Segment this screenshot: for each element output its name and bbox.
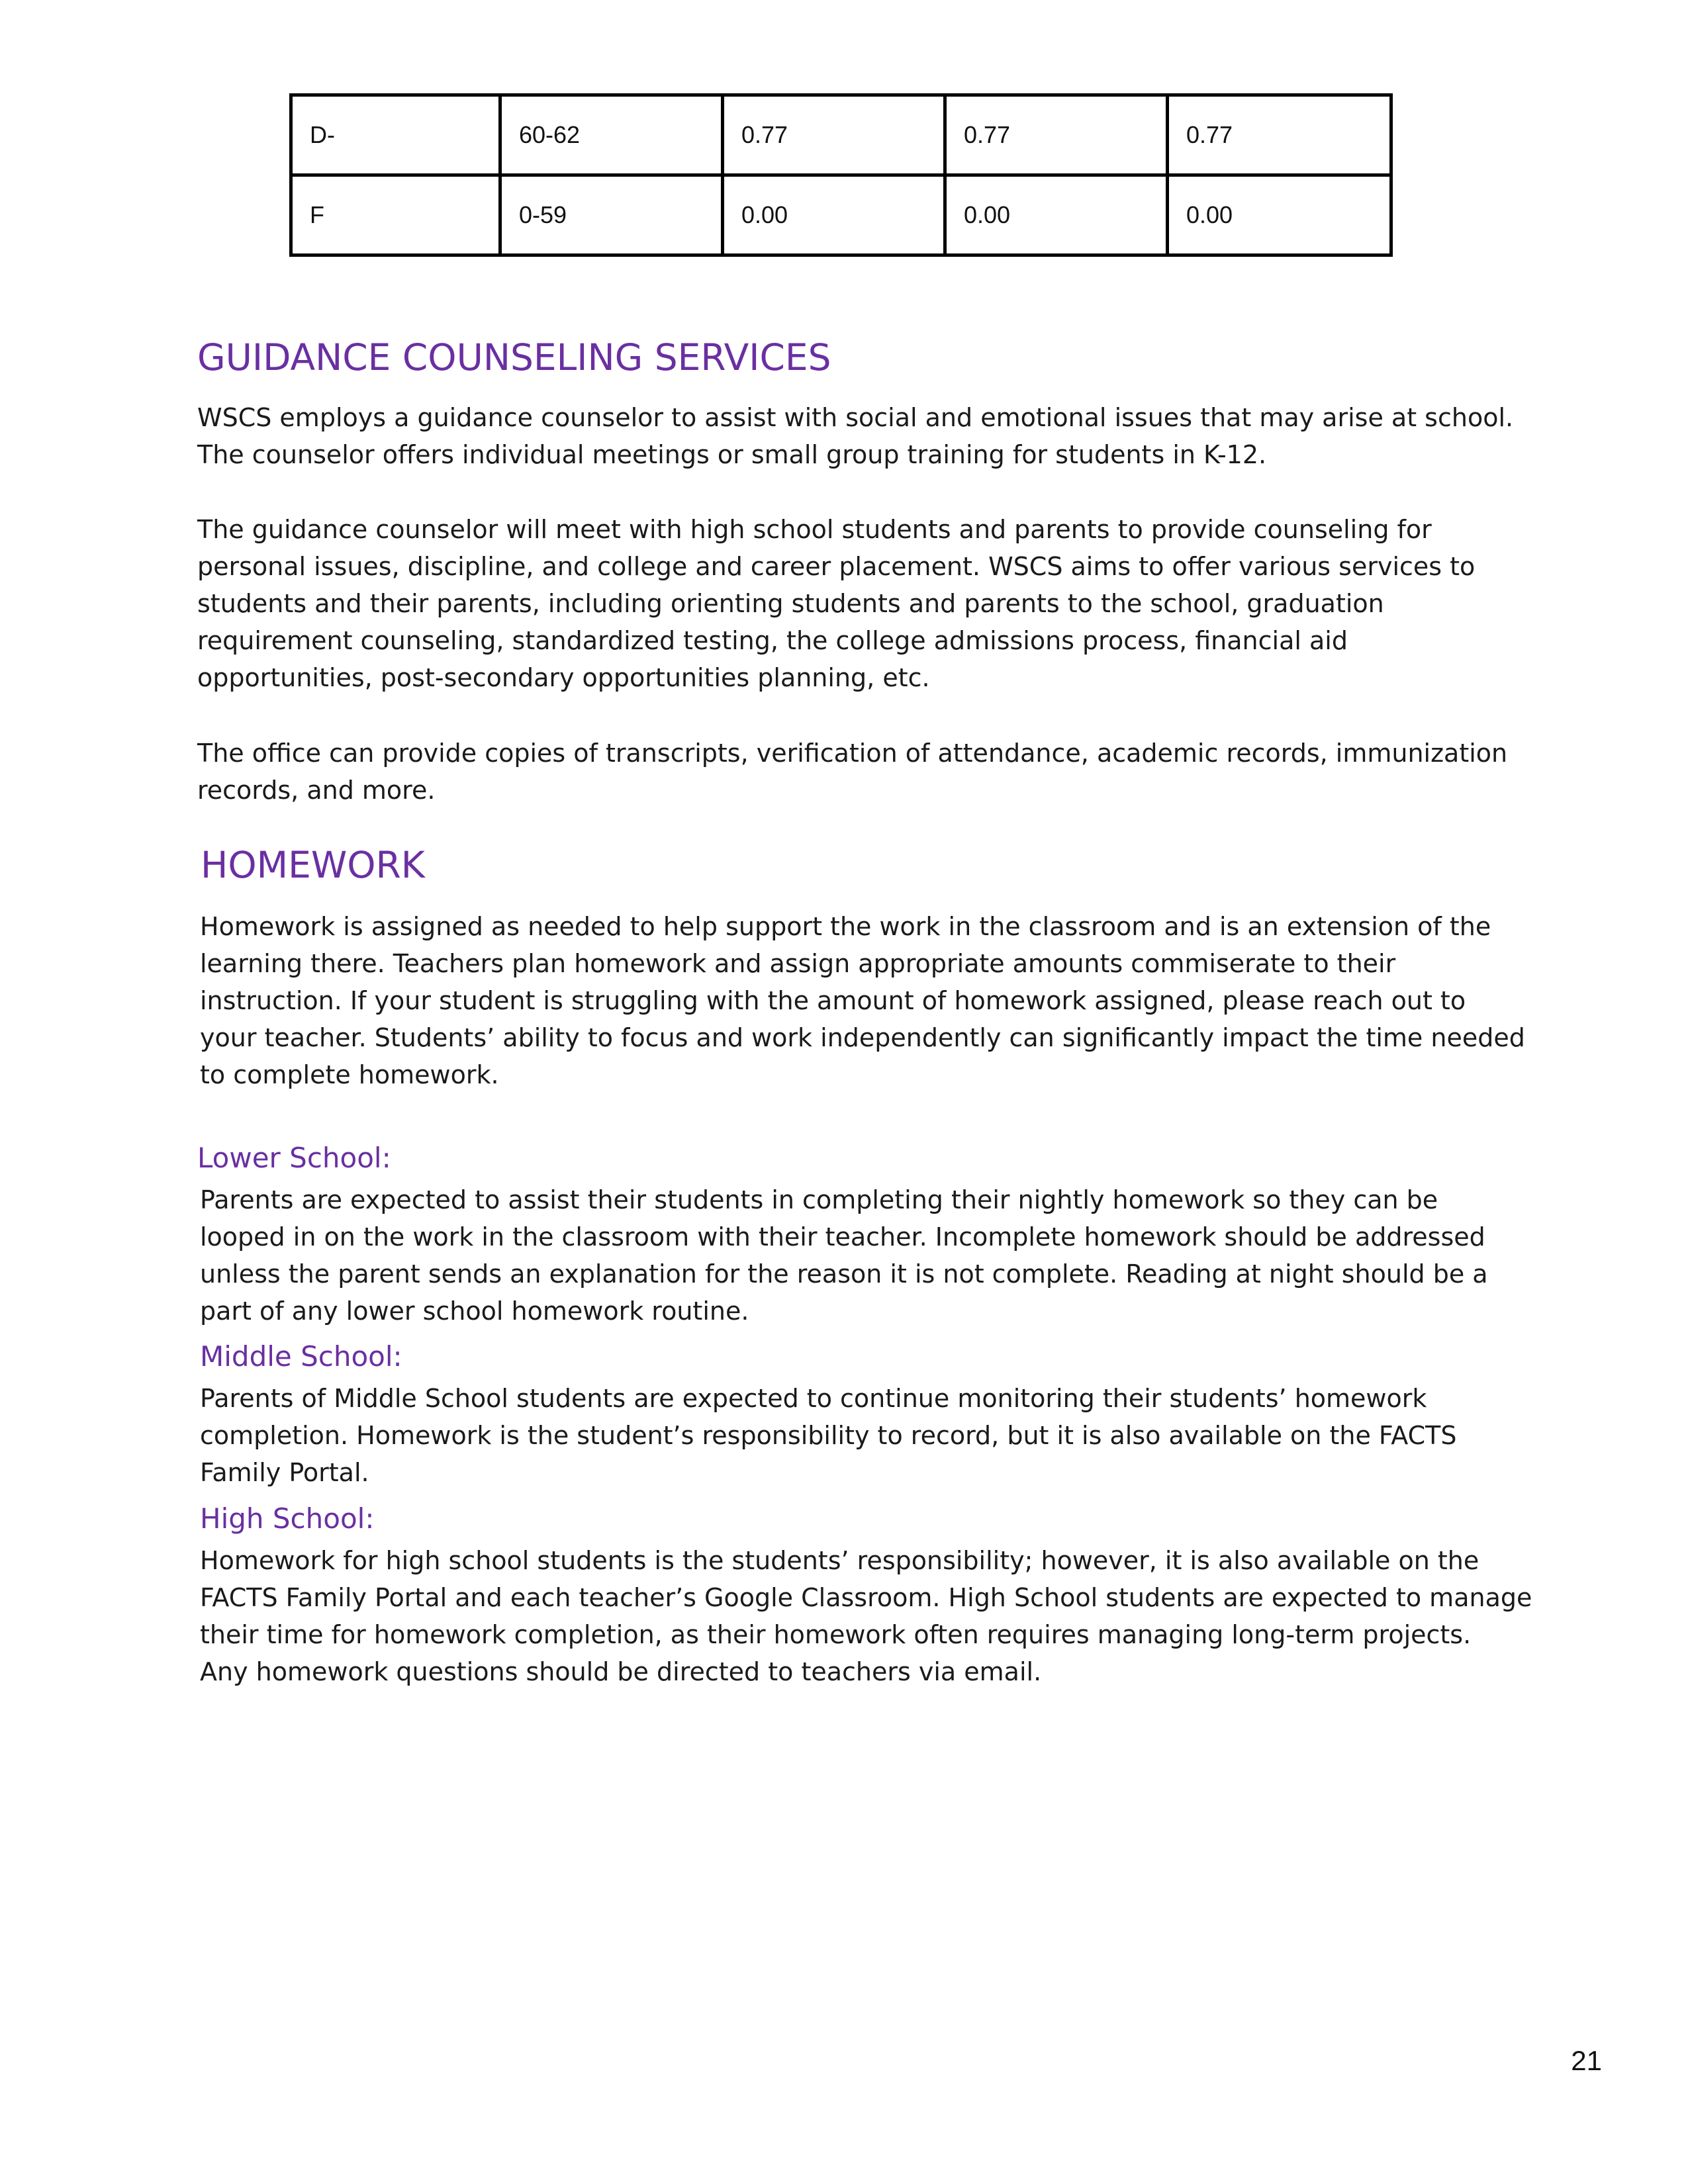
table-cell: 0-59: [500, 175, 723, 255]
text-line: opportunities, post-secondary opportunities planning, etc.: [197, 663, 930, 692]
table-cell: 0.00: [723, 175, 945, 255]
middle-school-paragraph: [200, 1380, 1530, 1491]
text-line: learning there. Teachers plan homework and assign appropriate amounts commiserate to their: [200, 949, 1396, 978]
text-line: Any homework questions should be directed to teachers via email.: [200, 1657, 1042, 1686]
table-cell: 0.77: [723, 95, 945, 175]
text-line: Family Portal.: [200, 1458, 369, 1487]
table-row: [291, 95, 1391, 175]
table-cell: F: [291, 175, 500, 255]
text-line: unless the parent sends an explanation for the reason it is not complete. Reading at night should be a: [200, 1259, 1488, 1289]
table-row: [291, 175, 1391, 255]
text-line: The guidance counselor will meet with high school students and parents to provide counseling for: [197, 515, 1432, 544]
text-line: FACTS Family Portal and each teacher’s Google Classroom. High School students are expected to manage: [200, 1583, 1532, 1612]
table-cell: 0.77: [1168, 95, 1391, 175]
text-line: Parents of Middle School students are expected to continue monitoring their students’ homework: [200, 1384, 1427, 1413]
text-line: Parents are expected to assist their students in completing their nightly homework so they can be: [200, 1185, 1438, 1214]
guidance-paragraph-3: [197, 735, 1528, 809]
text-line: records, and more.: [197, 776, 436, 805]
middle-school-heading: Middle School:: [200, 1340, 402, 1373]
high-school-heading: High School:: [200, 1502, 375, 1535]
guidance-paragraph-1: [197, 399, 1528, 473]
table-cell: 60-62: [500, 95, 723, 175]
text-line: personal issues, discipline, and college and career placement. WSCS aims to offer various services to: [197, 552, 1476, 581]
guidance-paragraph-2: [197, 511, 1528, 696]
text-line: part of any lower school homework routine.: [200, 1297, 749, 1326]
text-line: Homework for high school students is the students’ responsibility; however, it is also available on the: [200, 1546, 1479, 1575]
lower-school-heading: Lower School:: [197, 1142, 391, 1174]
text-line: requirement counseling, standardized testing, the college admissions process, financial aid: [197, 626, 1348, 655]
homework-heading: HOMEWORK: [201, 844, 425, 886]
grade-scale-table: [289, 93, 1393, 257]
text-line: instruction. If your student is struggling with the amount of homework assigned, please reach out to: [200, 986, 1466, 1015]
homework-intro-paragraph: [200, 908, 1530, 1093]
table-cell: 0.77: [945, 95, 1168, 175]
text-line: your teacher. Students’ ability to focus and work independently can significantly impact the time needed: [200, 1023, 1525, 1052]
text-line: The office can provide copies of transcripts, verification of attendance, academic records, immunization: [197, 739, 1508, 768]
text-line: students and their parents, including orienting students and parents to the school, graduation: [197, 589, 1384, 618]
table-cell: 0.00: [1168, 175, 1391, 255]
table-cell: D-: [291, 95, 500, 175]
text-line: WSCS employs a guidance counselor to assist with social and emotional issues that may arise at school.: [197, 403, 1514, 432]
lower-school-paragraph: [200, 1181, 1530, 1330]
text-line: completion. Homework is the student’s responsibility to record, but it is also available on the FACTS: [200, 1421, 1457, 1450]
text-line: to complete homework.: [200, 1060, 499, 1089]
page-number: 21: [1571, 2045, 1602, 2076]
table-cell: 0.00: [945, 175, 1168, 255]
text-line: The counselor offers individual meetings or small group training for students in K-12.: [197, 440, 1267, 469]
text-line: looped in on the work in the classroom with their teacher. Incomplete homework should be addressed: [200, 1222, 1485, 1251]
high-school-paragraph: [200, 1542, 1530, 1690]
text-line: their time for homework completion, as their homework often requires managing long-term projects.: [200, 1620, 1472, 1649]
guidance-heading: GUIDANCE COUNSELING SERVICES: [197, 336, 831, 379]
text-line: Homework is assigned as needed to help support the work in the classroom and is an extension of the: [200, 912, 1491, 941]
